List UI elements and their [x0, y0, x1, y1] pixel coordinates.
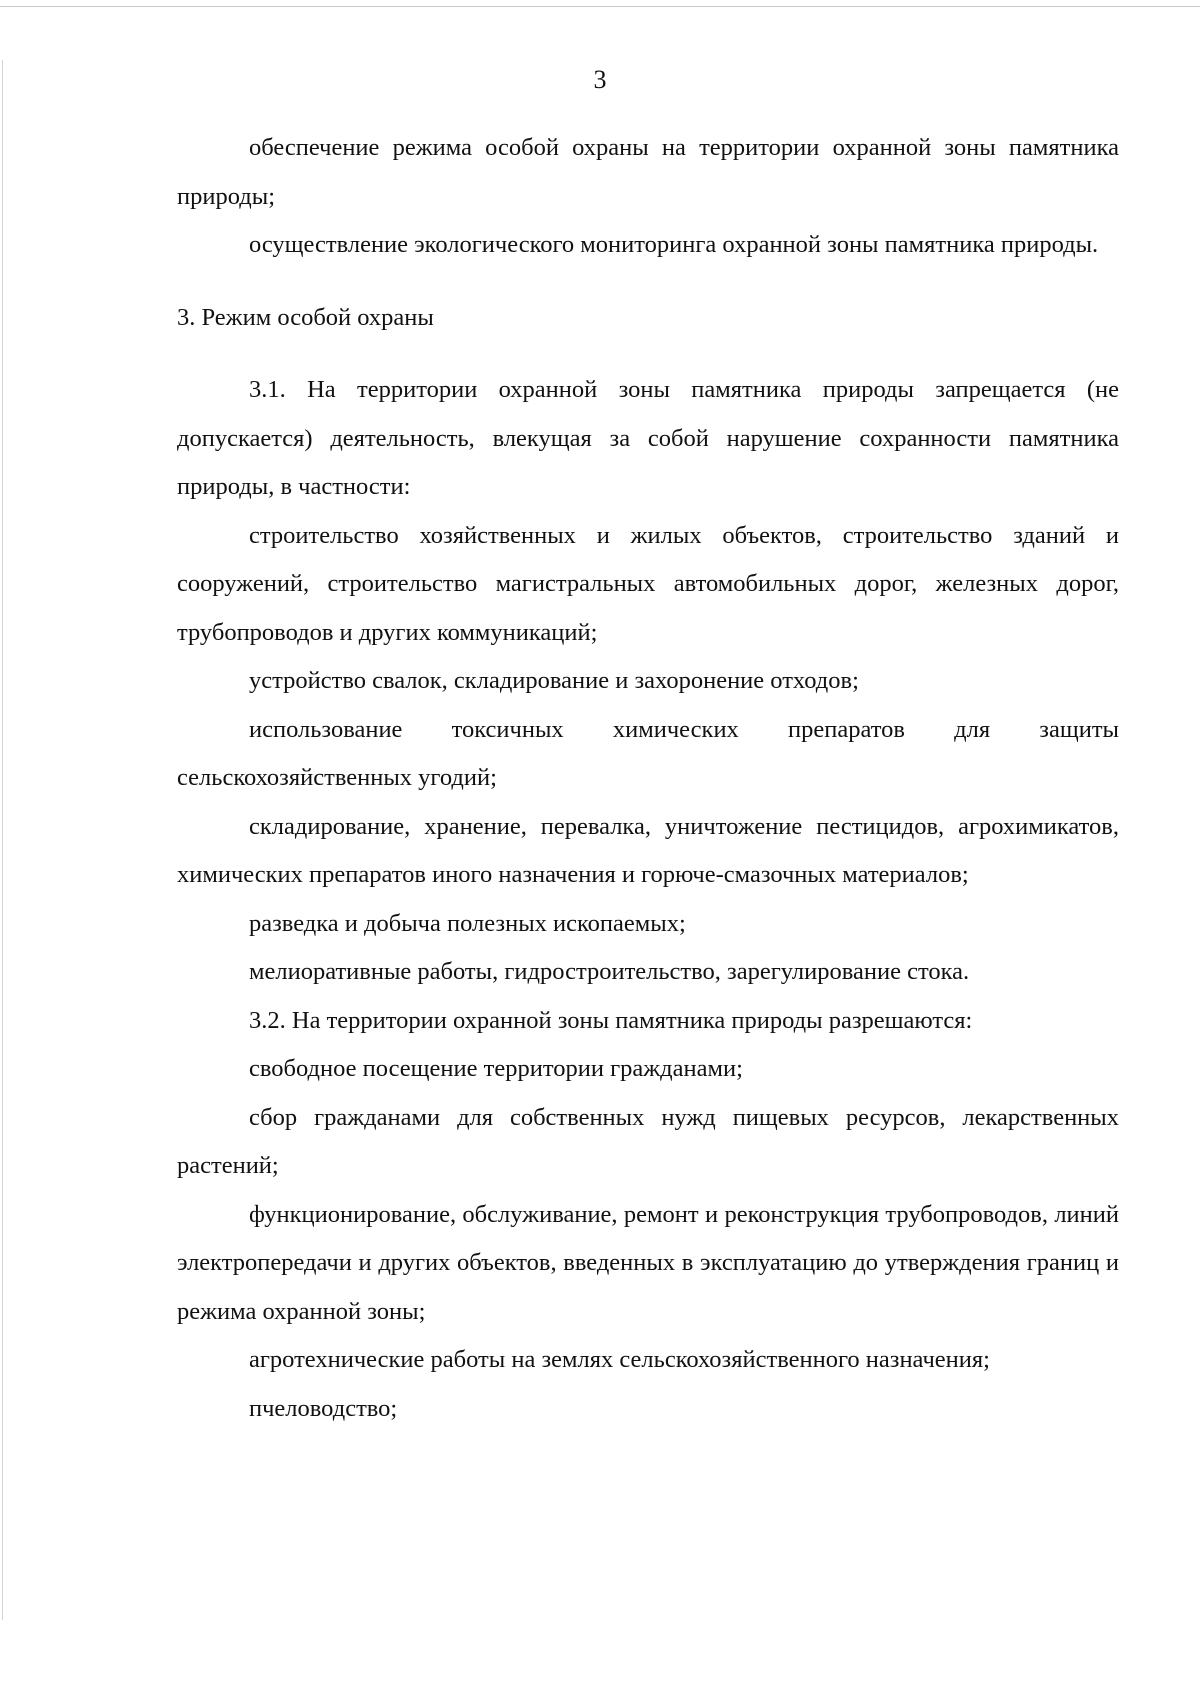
scan-top-edge — [0, 6, 1200, 7]
paragraph-monitoring: осуществление экологического мониторинга охранной зоны памятника природы. — [249, 231, 1099, 258]
list-item-beekeeping: пчеловодство; — [249, 1394, 398, 1422]
scan-left-edge — [2, 60, 3, 1620]
list-item-free-visit: свободное посещение территории гражданами; — [249, 1055, 743, 1082]
list-item-pesticides: складирование, хранение, перевалка, уничтожение пестицидов, агрохимикатов, химических препаратов иного назначения и горюче-смазочных материалов; — [177, 812, 1119, 888]
list-item-toxic-chemicals: использование токсичных химических препаратов для защиты сельскохозяйственных угодий; — [177, 715, 1119, 791]
paragraph-protection-regime: обеспечение режима особой охраны на территории охранной зоны памятника природы; — [177, 134, 1119, 210]
document-body — [177, 124, 1119, 1433]
list-item-mining: разведка и добыча полезных ископаемых; — [249, 909, 686, 937]
list-item-construction: строительство хозяйственных и жилых объектов, строительство зданий и сооружений, строительство магистральных автомобильных дорог, железных дорог, трубопроводов и других коммуникаций; — [177, 521, 1119, 646]
section-heading: 3. Режим особой охраны — [177, 303, 434, 331]
list-item-infrastructure: функционирование, обслуживание, ремонт и реконструкция трубопроводов, линий электропередачи и других объектов, введенных в эксплуатацию до утверждения границ и режима охранной зоны; — [177, 1200, 1119, 1325]
paragraph-3-1: 3.1. На территории охранной зоны памятника природы запрещается (не допускается) деятельность, влекущая за собой нарушение сохранности памятника природы, в частности: — [177, 376, 1119, 500]
list-item-land-reclamation: мелиоративные работы, гидростроительство, зарегулирование стока. — [249, 958, 970, 985]
paragraph-3-2: 3.2. На территории охранной зоны памятника природы разрешаются: — [249, 1006, 973, 1034]
list-item-gathering: сбор гражданами для собственных нужд пищевых ресурсов, лекарственных растений; — [177, 1103, 1119, 1179]
list-item-agrotechnical: агротехнические работы на землях сельскохозяйственного назначения; — [249, 1346, 990, 1373]
list-item-dumps: устройство свалок, складирование и захоронение отходов; — [249, 667, 859, 694]
page-number: 3 — [593, 65, 607, 94]
